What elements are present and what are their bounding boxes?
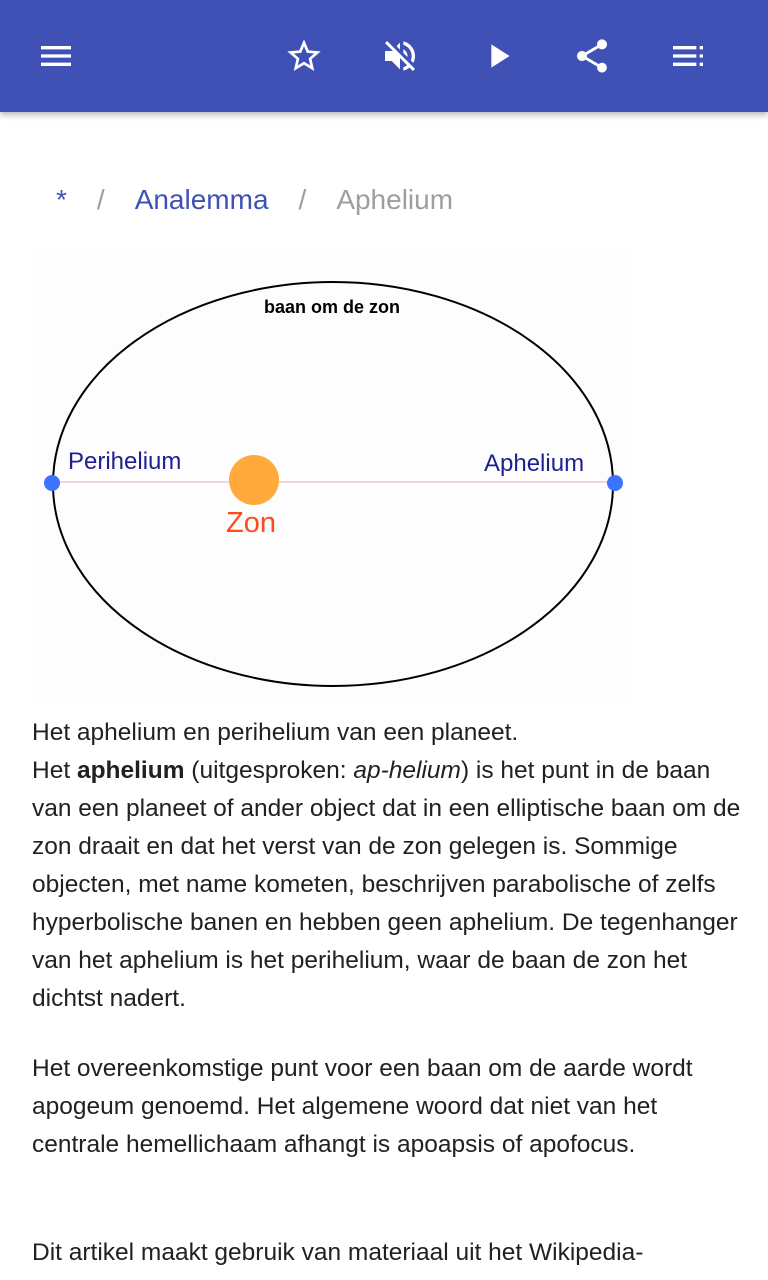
app-bar xyxy=(0,0,768,112)
article-paragraph: Het overeenkomstige punt voor een baan om de aarde wordt apogeum genoemd. Het algemene woord dat niet van het centrale hemellichaam afhangt is apoapsis of apofocus. xyxy=(32,1055,693,1158)
perihelion-label: Perihelium xyxy=(68,448,182,475)
perihelion-point xyxy=(44,475,60,491)
breadcrumb-current: Aphelium xyxy=(336,184,454,215)
breadcrumb xyxy=(56,180,453,220)
aphelion-label: Aphelium xyxy=(484,450,585,477)
paragraph-text: (uitgesproken: xyxy=(184,757,354,784)
breadcrumb-parent-link[interactable]: Analemma xyxy=(134,184,269,215)
breadcrumb-separator: / xyxy=(298,184,307,215)
figure-caption: Het aphelium en perihelium van een planeet. xyxy=(32,719,519,746)
pronunciation: ap-helium xyxy=(353,757,461,784)
orbit-ellipse xyxy=(53,282,613,686)
breadcrumb-separator: / xyxy=(96,184,105,215)
star-outline-icon[interactable] xyxy=(276,28,332,84)
share-icon[interactable] xyxy=(564,28,620,84)
orbit-diagram xyxy=(32,254,632,702)
play-icon[interactable] xyxy=(470,28,526,84)
menu-icon[interactable] xyxy=(28,28,84,84)
breadcrumb-home-link[interactable]: * xyxy=(56,184,67,215)
article-body xyxy=(32,714,742,1272)
sun-label: Zon xyxy=(226,507,276,539)
paragraph-text: ) is het punt in de baan van een planeet of ander object dat in een elliptische baan om de zon draait en dat het verst van de zon gelegen is. Sommige objecten, met name kometen, beschrijven parabolische of zelfs hyperbolische banen en hebben geen aphelium. De tegenhanger van het aphelium is het perihelium, waar de baan de zon het dichtst nadert. xyxy=(32,757,741,1012)
volume-off-icon[interactable] xyxy=(372,28,428,84)
aphelion-point xyxy=(607,475,623,491)
orbit-label: baan om de zon xyxy=(264,297,401,317)
article-paragraph: Dit artikel maakt gebruik van materiaal uit het Wikipedia- xyxy=(32,1239,644,1266)
sun-disc xyxy=(229,455,279,505)
article-paragraph xyxy=(32,752,742,1018)
playlist-icon[interactable] xyxy=(660,28,716,84)
paragraph-text: Het xyxy=(32,757,77,784)
term-bold: aphelium xyxy=(76,757,185,784)
